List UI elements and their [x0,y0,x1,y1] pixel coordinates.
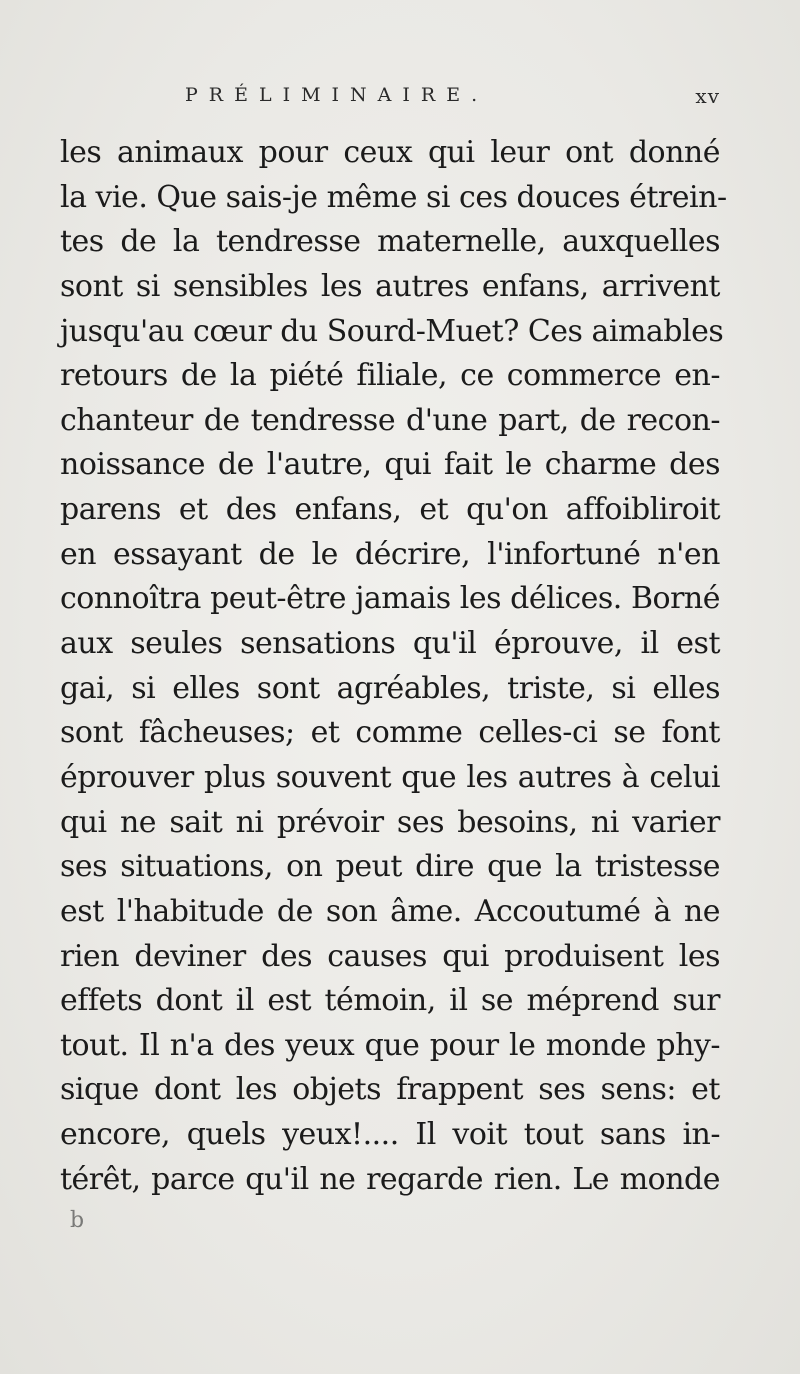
text-line: parens et des enfans, et qu'on affoibliroit [60,492,720,528]
running-title: PRÉLIMINAIRE. [185,84,489,106]
text-line: ses situations, on peut dire que la tristesse [60,849,720,885]
text-line: éprouver plus souvent que les autres à celui [60,759,720,795]
page-number: xv [695,84,720,108]
text-line: les animaux pour ceux qui leur ont donné [60,135,720,170]
text-line: noissance de l'autre, qui fait le charme des [60,447,720,483]
text-line: chanteur de tendresse d'une part, de recon- [60,402,720,438]
text-line: térêt, parce qu'il ne regarde rien. Le monde [60,1161,720,1197]
text-line: tout. Il n'a des yeux que pour le monde phy- [60,1027,720,1063]
text-line: la vie. Que sais-je même si ces douces étrein- [60,179,727,215]
text-line: connoîtra peut-être jamais les délices. Borné [60,581,720,617]
text-line: effets dont il est témoin, il se méprend sur [60,983,720,1019]
text-line: gai, si elles sont agréables, triste, si elles [60,670,720,706]
text-line: aux seules sensations qu'il éprouve, il est [60,626,720,662]
text-line: encore, quels yeux!.... Il voit tout sans in- [60,1117,720,1153]
text-line: sique dont les objets frappent ses sens: et [60,1072,720,1108]
text-line: sont fâcheuses; et comme celles-ci se font [60,715,720,751]
text-line: qui ne sait ni prévoir ses besoins, ni varier [60,804,720,840]
running-head [0,84,800,114]
text-line: en essayant de le décrire, l'infortuné n'en [60,536,720,572]
text-line: est l'habitude de son âme. Accoutumé à ne [60,893,720,929]
text-line: rien deviner des causes qui produisent les [60,938,720,974]
text-line: tes de la tendresse maternelle, auxquelles [60,224,720,260]
text-line: retours de la piété filiale, ce commerce en- [60,358,720,394]
text-line: jusqu'au cœur du Sourd-Muet? Ces aimables [60,313,724,349]
signature-mark: b [70,1208,85,1233]
text-line: sont si sensibles les autres enfans, arrivent [60,268,720,304]
body-text [60,131,727,1202]
